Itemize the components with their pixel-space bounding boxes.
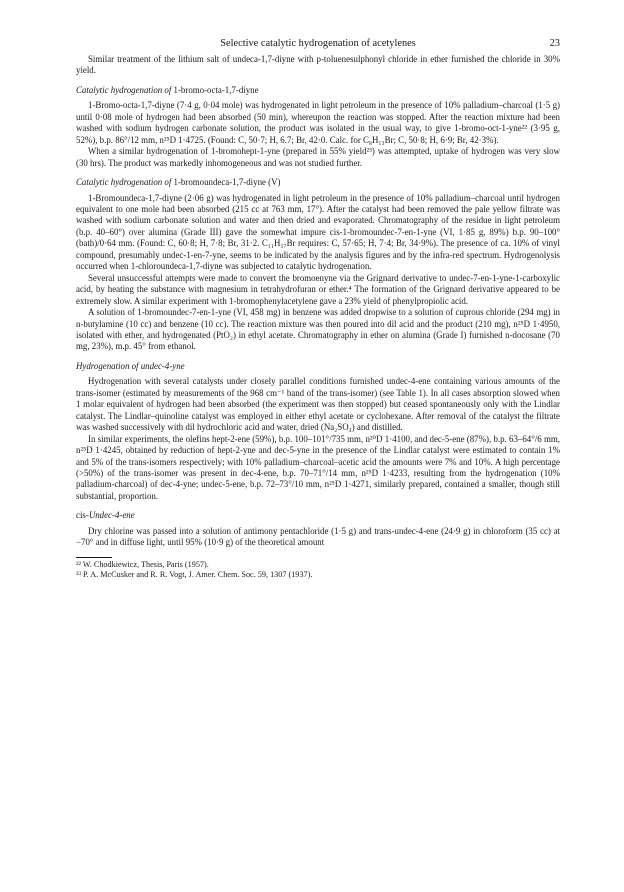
section-heading-bromo-octa — [76, 85, 560, 96]
page-number: 23 — [549, 38, 560, 49]
section-heading-undec-4-yne — [76, 361, 560, 372]
heading-italic-part: Undec-4-ene — [88, 510, 135, 521]
footnote-22: ²² W. Chodkiewicz, Thesis, Paris (1957). — [76, 559, 209, 569]
paragraph-grignard-attempts: Several unsuccessful attempts were made to convert the bromoenyne via the Grignard derivative to undec-7-en-1-yne-1-carboxylic acid, by heating the substance with magnesium in tetrahydrofuran or ether.⁴ The formation of the Grignard derivative appeared to be extremely slow. A similar experiment with 1-bromophenylacetylene gave a 23% yield of phenylpropiolic acid. — [76, 272, 560, 306]
footnote-rule — [76, 557, 112, 558]
journal-page — [76, 24, 560, 581]
paragraph-bromo-octa-hydrogenation: 1-Bromo-octa-1,7-diyne (7·4 g, 0·04 mole) was hydrogenated in light petroleum in the presence of 10% palladium–charcoal (1·5 g) until 0·08 mole of hydrogen had been absorbed (50 min), whereupon the reaction was stopped. After the reaction mixture had been washed with sodium hydrogen carbonate solution, the product was isolated in the usual way, to give 1-bromo-oct-1-yne²² (3·95 g, 52%), b.p. 86°/12 mm, n²⁵D 1·4725. (Found: C, 50·7; H, 6.7; Br, 42·0. Calc. for C₈H₁₃Br; C, 50·8; H, 6·9; Br, 42·3%). — [76, 100, 560, 145]
section-heading-cis-undec-4-ene — [76, 510, 560, 521]
paragraph-cuprous-coupling: A solution of 1-bromoundec-7-en-1-yne (VI, 458 mg) in benzene was added dropwise to a solution of cuprous chloride (294 mg) in n-butylamine (10 cc) and benzene (10 cc). The reaction mixture was then poured into dil acid and the product (210 mg), n²⁵D 1·4950, isolated with ether, and hydrogenated (PtO₂) in ethyl acetate. Chromatography in ether on alumina (Grade I) furnished n-docosane (70 mg, 23%), m.p. 45° from ethanol. — [76, 307, 560, 352]
heading-italic-part: Catalytic hydrogenation of — [76, 177, 174, 188]
heading-roman-part: 1-bromoundeca-1,7-diyne (V) — [173, 177, 281, 188]
heading-roman-part: 1-bromo-octa-1,7-diyne — [173, 84, 259, 95]
paragraph-undec-4-yne-hydrogenation: Hydrogenation with several catalysts under closely parallel conditions furnished undec-4-ene containing various amounts of the trans-isomer (estimated by measurements of the 968 cm⁻¹ band of the trans-isomer) (see Table 1). In all cases absorption slowed when 1 molar equivalent of hydrogen had been absorbed (the experiment was then stopped) but ceased spontaneously only with the Lindlar catalyst. The Lindlar–quinoline catalyst was employed in either ethyl acetate or cyclohexane. After removal of the catalyst the filtrate was washed successively with dil hydrochloric acid and water, dried (Na₂SO₄) and distilled. — [76, 376, 560, 433]
paragraph-chlorination: Dry chlorine was passed into a solution of antimony pentachloride (1·5 g) and trans-undec-4-ene (24·9 g) in chloroform (35 cc) at −70° and in diffuse light, until 95% (10·9 g) of the theoretical amount — [76, 525, 560, 548]
footnote-23: ²³ P. A. McCusker and R. R. Vogt, J. Amer. Chem. Soc. 59, 1307 (1937). — [76, 570, 313, 580]
heading-roman-part: cis- — [76, 510, 89, 521]
heading-italic-part: Catalytic hydrogenation of — [76, 84, 174, 95]
section-heading-bromoundeca — [76, 177, 560, 188]
paragraph-bromohept: When a similar hydrogenation of 1-bromohept-1-yne (prepared in 55% yield²³) was attempted, uptake of hydrogen was very slow (30 hrs). The product was markedly inhomogeneous and was not studied further. — [76, 146, 560, 168]
page-header — [76, 24, 560, 54]
running-title: Selective catalytic hydrogenation of acetylenes — [220, 38, 416, 49]
paragraph-bromoundeca-hydrogenation: 1-Bromoundeca-1,7-diyne (2·06 g) was hydrogenated in light petroleum in the presence of 10% palladium–charcoal until hydrogen equivalent to one mole had been absorbed (215 cc at 763 mm, 17°). After the catalyst had been removed the pale yellow filtrate was washed with sodium carbonate solution and water and then dried and evaporated. Chromatography of the residue in light petroleum (b.p. 40–60°) over alumina (Grade III) gave the somewhat impure cis-1-bromoundec-7-en-1-yne (VI, 1·85 g, 89%) b.p. 90–100° (bath)/0·64 mm. (Found: C, 60·8; H, 7·8; Br, 31·2. C₁₁H₁₇Br requires: C, 57·65; H, 7·4; Br, 34·9%). The presence of ca. 10% of vinyl compound, presumably undec-1-en-7-yne, seems to be indicated by the analysis figures and by the infra-red spectrum. Hydrogenolysis occurred when 1-chloroundeca-1,7-diyne was subjected to catalytic hydrogenation. — [76, 192, 560, 272]
heading-italic-part: Hydrogenation of undec-4-yne — [76, 360, 185, 371]
paragraph-olefin-experiments: In similar experiments, the olefins hept-2-ene (59%), b.p. 100–101°/735 mm, n²⁰D 1·4100, and dec-5-ene (87%), b.p. 63–64°/6 mm, n²⁵D 1·4245, obtained by reduction of hept-2-yne and dec-5-yne in the presence of the Lindlar catalyst were estimated to contain 1% and 5% of the trans-isomers respectively; with 10% palladium–charcoal–acetic acid the amounts were 7% and 10%. A high percentage (>50%) of the trans-isomer was present in dec-4-ene, b.p. 70–71°/14 mm, n²⁵D 1·4233, resulting from the hydrogenation (10% palladium-charcoal) of dec-4-yne; undec-5-ene, b.p. 72–73°/10 mm, n²⁵D 1·4271, similarly prepared, contained a smaller, though still substantial, proportion. — [76, 433, 560, 501]
paragraph-lithium-salt: Similar treatment of the lithium salt of undeca-1,7-diyne with p-toluenesulphonyl chloride in ether furnished the chloride in 30% yield. — [76, 54, 560, 76]
